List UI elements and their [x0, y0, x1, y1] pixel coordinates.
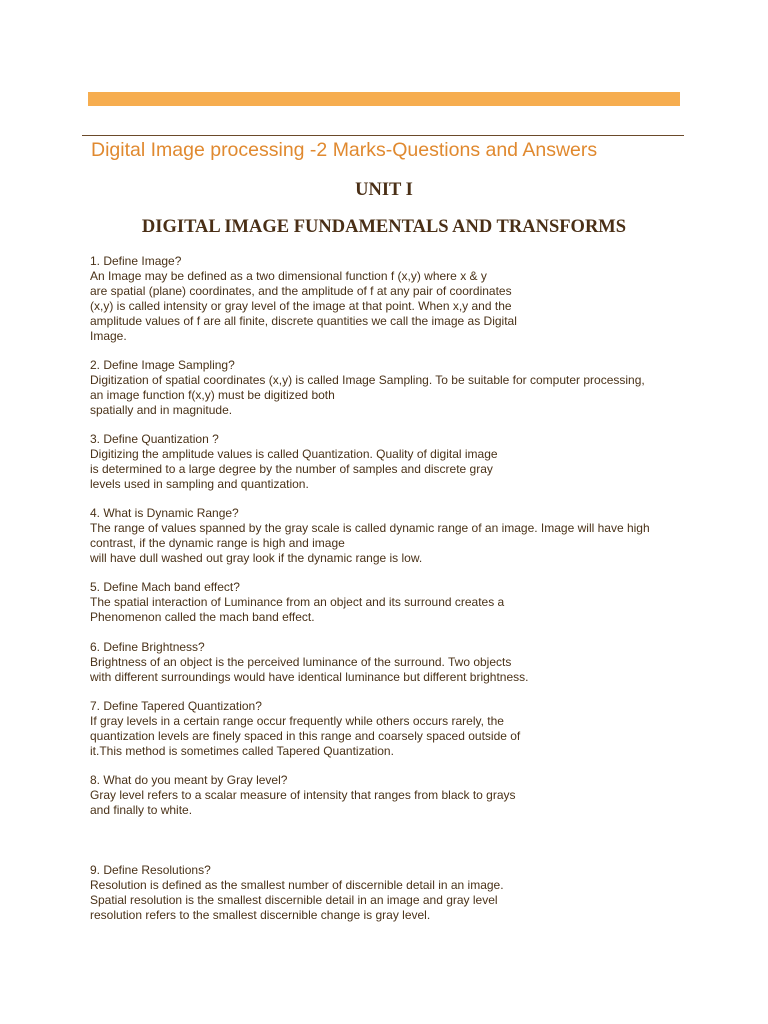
qa-item-6: [90, 640, 690, 685]
answer-line: (x,y) is called intensity or gray level of the image at that point. When x,y and the: [90, 299, 512, 313]
question: 2. Define Image Sampling?: [90, 358, 235, 372]
answer-line: The spatial interaction of Luminance from an object and its surround creates a: [90, 595, 505, 609]
answer-line: contrast, if the dynamic range is high and image: [90, 536, 345, 550]
answer-line: Image.: [90, 329, 127, 343]
answer-line: The range of values spanned by the gray scale is called dynamic range of an image. Image will have high: [90, 521, 650, 535]
answer-line: Gray level refers to a scalar measure of intensity that ranges from black to grays: [90, 788, 516, 802]
answer-line: spatially and in magnitude.: [90, 403, 233, 417]
answer-line: Spatial resolution is the smallest discernible detail in an image and gray level: [90, 893, 498, 907]
answer-line: quantization levels are finely spaced in this range and coarsely spaced outside of: [90, 729, 521, 743]
answer-line: Digitizing the amplitude values is called Quantization. Quality of digital image: [90, 447, 498, 461]
document-title: Digital Image processing -2 Marks-Questions and Answers: [91, 139, 598, 161]
answer-line: Resolution is defined as the smallest number of discernible detail in an image.: [90, 878, 504, 892]
subject-heading: DIGITAL IMAGE FUNDAMENTALS AND TRANSFORMS: [141, 217, 627, 237]
qa-item-5: [90, 580, 690, 625]
qa-item-2: [90, 358, 690, 418]
answer-line: Phenomenon called the mach band effect.: [90, 610, 315, 624]
question: 5. Define Mach band effect?: [90, 580, 240, 594]
answer-line: and finally to white.: [90, 803, 193, 817]
question: 9. Define Resolutions?: [90, 863, 211, 877]
question: 4. What is Dynamic Range?: [90, 506, 239, 520]
question: 8. What do you meant by Gray level?: [90, 773, 288, 787]
answer-line: levels used in sampling and quantization.: [90, 477, 309, 491]
question: 6. Define Brightness?: [90, 640, 205, 654]
answer-line: are spatial (plane) coordinates, and the amplitude of f at any pair of coordinates: [90, 284, 512, 298]
unit-heading: UNIT I: [355, 180, 413, 200]
header-divider: [82, 135, 684, 136]
question: 7. Define Tapered Quantization?: [90, 699, 262, 713]
answer-line: If gray levels in a certain range occur frequently while others occurs rarely, the: [90, 714, 504, 728]
answer-line: An Image may be defined as a two dimensional function f (x,y) where x & y: [90, 269, 487, 283]
answer-line: Brightness of an object is the perceived luminance of the surround. Two objects: [90, 655, 512, 669]
answer-line: Digitization of spatial coordinates (x,y) is called Image Sampling. To be suitable for computer processing,: [90, 373, 645, 387]
question: 1. Define Image?: [90, 254, 182, 268]
qa-item-8: [90, 773, 690, 818]
answer-line: an image function f(x,y) must be digitized both: [90, 388, 335, 402]
qa-item-4: [90, 506, 690, 566]
qa-item-3: [90, 432, 690, 492]
qa-item-1: [90, 254, 690, 344]
header-accent-bar: [88, 92, 680, 106]
answer-line: it.This method is sometimes called Tapered Quantization.: [90, 744, 394, 758]
answer-line: will have dull washed out gray look if the dynamic range is low.: [90, 551, 423, 565]
answer-line: resolution refers to the smallest discernible change is gray level.: [90, 908, 431, 922]
answer-line: with different surroundings would have identical luminance but different brightness.: [90, 670, 529, 684]
answer-line: is determined to a large degree by the number of samples and discrete gray: [90, 462, 493, 476]
qa-item-9: [90, 863, 690, 923]
qa-item-7: [90, 699, 690, 759]
answer-line: amplitude values of f are all finite, discrete quantities we call the image as Digital: [90, 314, 517, 328]
question: 3. Define Quantization ?: [90, 432, 219, 446]
